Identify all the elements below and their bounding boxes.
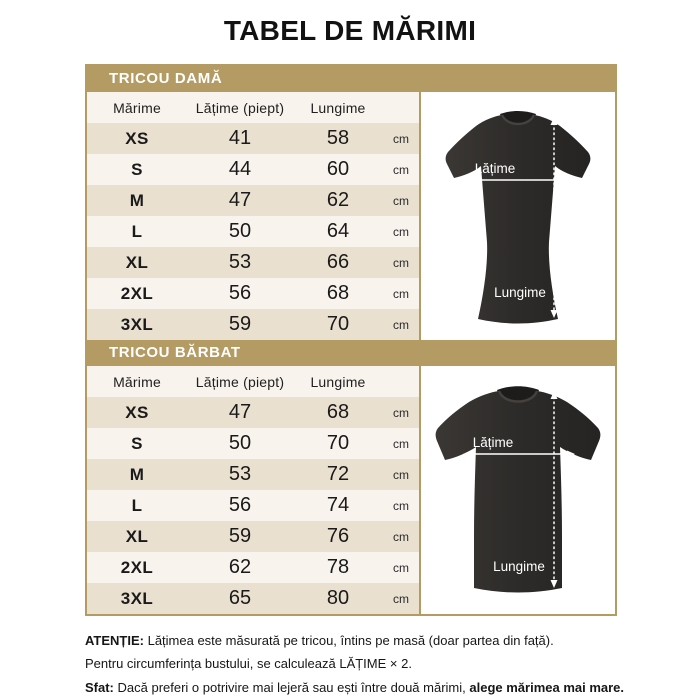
tip-label: Sfat: — [85, 680, 114, 695]
table-row — [87, 552, 419, 583]
length-cell: 76 — [326, 525, 350, 547]
table-row — [87, 185, 419, 216]
column-header-size: Mărime — [113, 373, 161, 390]
width-cell: 47 — [228, 401, 252, 423]
length-cell: 62 — [326, 189, 350, 211]
size-cell: XL — [125, 252, 149, 272]
length-cell: 70 — [326, 313, 350, 335]
column-header-length: Lungime — [310, 373, 366, 390]
tip-bold-text: alege mărimea mai mare. — [469, 680, 625, 695]
section-women — [87, 66, 615, 340]
tshirt-men-graphic — [421, 366, 615, 614]
unit-cell: cm — [393, 286, 409, 301]
size-cell: XS — [125, 402, 149, 422]
column-header-width: Lățime (piept) — [195, 373, 285, 390]
tshirt-women-graphic — [421, 92, 615, 340]
width-label: Lățime — [474, 161, 516, 176]
table-row — [87, 583, 419, 614]
arrowhead-left — [465, 177, 473, 184]
size-cell: M — [129, 464, 145, 484]
unit-cell: cm — [393, 255, 409, 270]
size-table-men — [87, 366, 419, 614]
table-row — [87, 490, 419, 521]
table-row — [87, 521, 419, 552]
unit-cell: cm — [393, 193, 409, 208]
size-cell: XS — [125, 128, 149, 148]
width-cell: 41 — [228, 127, 252, 149]
width-label: Lățime — [472, 435, 514, 450]
length-cell: 60 — [326, 158, 350, 180]
length-cell: 68 — [326, 282, 350, 304]
size-cell: S — [131, 433, 143, 453]
length-cell: 58 — [326, 127, 350, 149]
arrowhead-right — [567, 177, 575, 184]
table-row — [87, 154, 419, 185]
unit-cell: cm — [393, 405, 409, 420]
tshirt-diagram-women — [419, 92, 615, 340]
column-header-length: Lungime — [310, 99, 366, 116]
attention-note — [85, 629, 630, 652]
footer-notes — [85, 629, 630, 699]
length-cell: 70 — [326, 432, 350, 454]
length-cell: 74 — [326, 494, 350, 516]
attention-text: Lățimea este măsurată pe tricou, întins pe masă (doar partea din față). — [143, 633, 554, 648]
length-cell: 80 — [326, 587, 350, 609]
length-cell: 68 — [326, 401, 350, 423]
unit-cell: cm — [393, 498, 409, 513]
unit-cell: cm — [393, 317, 409, 332]
table-row — [87, 278, 419, 309]
size-cell: L — [131, 221, 143, 241]
table-row — [87, 216, 419, 247]
size-cell: 2XL — [120, 557, 154, 577]
table-row — [87, 247, 419, 278]
width-cell: 44 — [228, 158, 252, 180]
length-label: Lungime — [493, 559, 545, 574]
bust-formula-note: Pentru circumferința bustului, se calculează LĂȚIME × 2. — [85, 656, 412, 671]
table-row — [87, 459, 419, 490]
size-cell: M — [129, 190, 145, 210]
width-cell: 53 — [228, 251, 252, 273]
table-row — [87, 309, 419, 340]
width-cell: 59 — [228, 525, 252, 547]
unit-cell: cm — [393, 591, 409, 606]
unit-cell: cm — [393, 467, 409, 482]
width-cell: 56 — [228, 494, 252, 516]
length-cell: 72 — [326, 463, 350, 485]
length-cell: 66 — [326, 251, 350, 273]
width-cell: 59 — [228, 313, 252, 335]
length-cell: 78 — [326, 556, 350, 578]
tip-note — [85, 676, 630, 699]
table-row — [87, 428, 419, 459]
length-label: Lungime — [494, 285, 546, 300]
table-header-row — [87, 92, 419, 123]
size-cell: XL — [125, 526, 149, 546]
width-cell: 65 — [228, 587, 252, 609]
unit-cell: cm — [393, 529, 409, 544]
size-chart-container — [85, 64, 617, 616]
width-cell: 56 — [228, 282, 252, 304]
unit-cell: cm — [393, 224, 409, 239]
column-header-size: Mărime — [113, 99, 161, 116]
size-cell: L — [131, 495, 143, 515]
length-cell: 64 — [326, 220, 350, 242]
table-row — [87, 123, 419, 154]
table-header-row — [87, 366, 419, 397]
table-row — [87, 397, 419, 428]
attention-label: ATENȚIE: — [85, 633, 144, 648]
width-cell: 50 — [228, 432, 252, 454]
section-men — [87, 340, 615, 614]
unit-cell: cm — [393, 131, 409, 146]
column-header-width: Lățime (piept) — [195, 99, 285, 116]
size-cell: S — [131, 159, 143, 179]
page-title: TABEL DE MĂRIMI — [223, 15, 477, 46]
width-cell: 50 — [228, 220, 252, 242]
unit-cell: cm — [393, 560, 409, 575]
section-header-men: TRICOU BĂRBAT — [87, 340, 615, 366]
unit-cell: cm — [393, 436, 409, 451]
tip-text: Dacă preferi o potrivire mai lejeră sau ești între două mărimi, — [113, 680, 470, 695]
width-cell: 53 — [228, 463, 252, 485]
size-table-women — [87, 92, 419, 340]
width-cell: 47 — [228, 189, 252, 211]
size-cell: 2XL — [120, 283, 154, 303]
width-cell: 62 — [228, 556, 252, 578]
size-cell: 3XL — [120, 588, 154, 608]
size-cell: 3XL — [120, 314, 154, 334]
tshirt-diagram-men — [419, 366, 615, 614]
unit-cell: cm — [393, 162, 409, 177]
section-header-women: TRICOU DAMĂ — [87, 66, 615, 92]
